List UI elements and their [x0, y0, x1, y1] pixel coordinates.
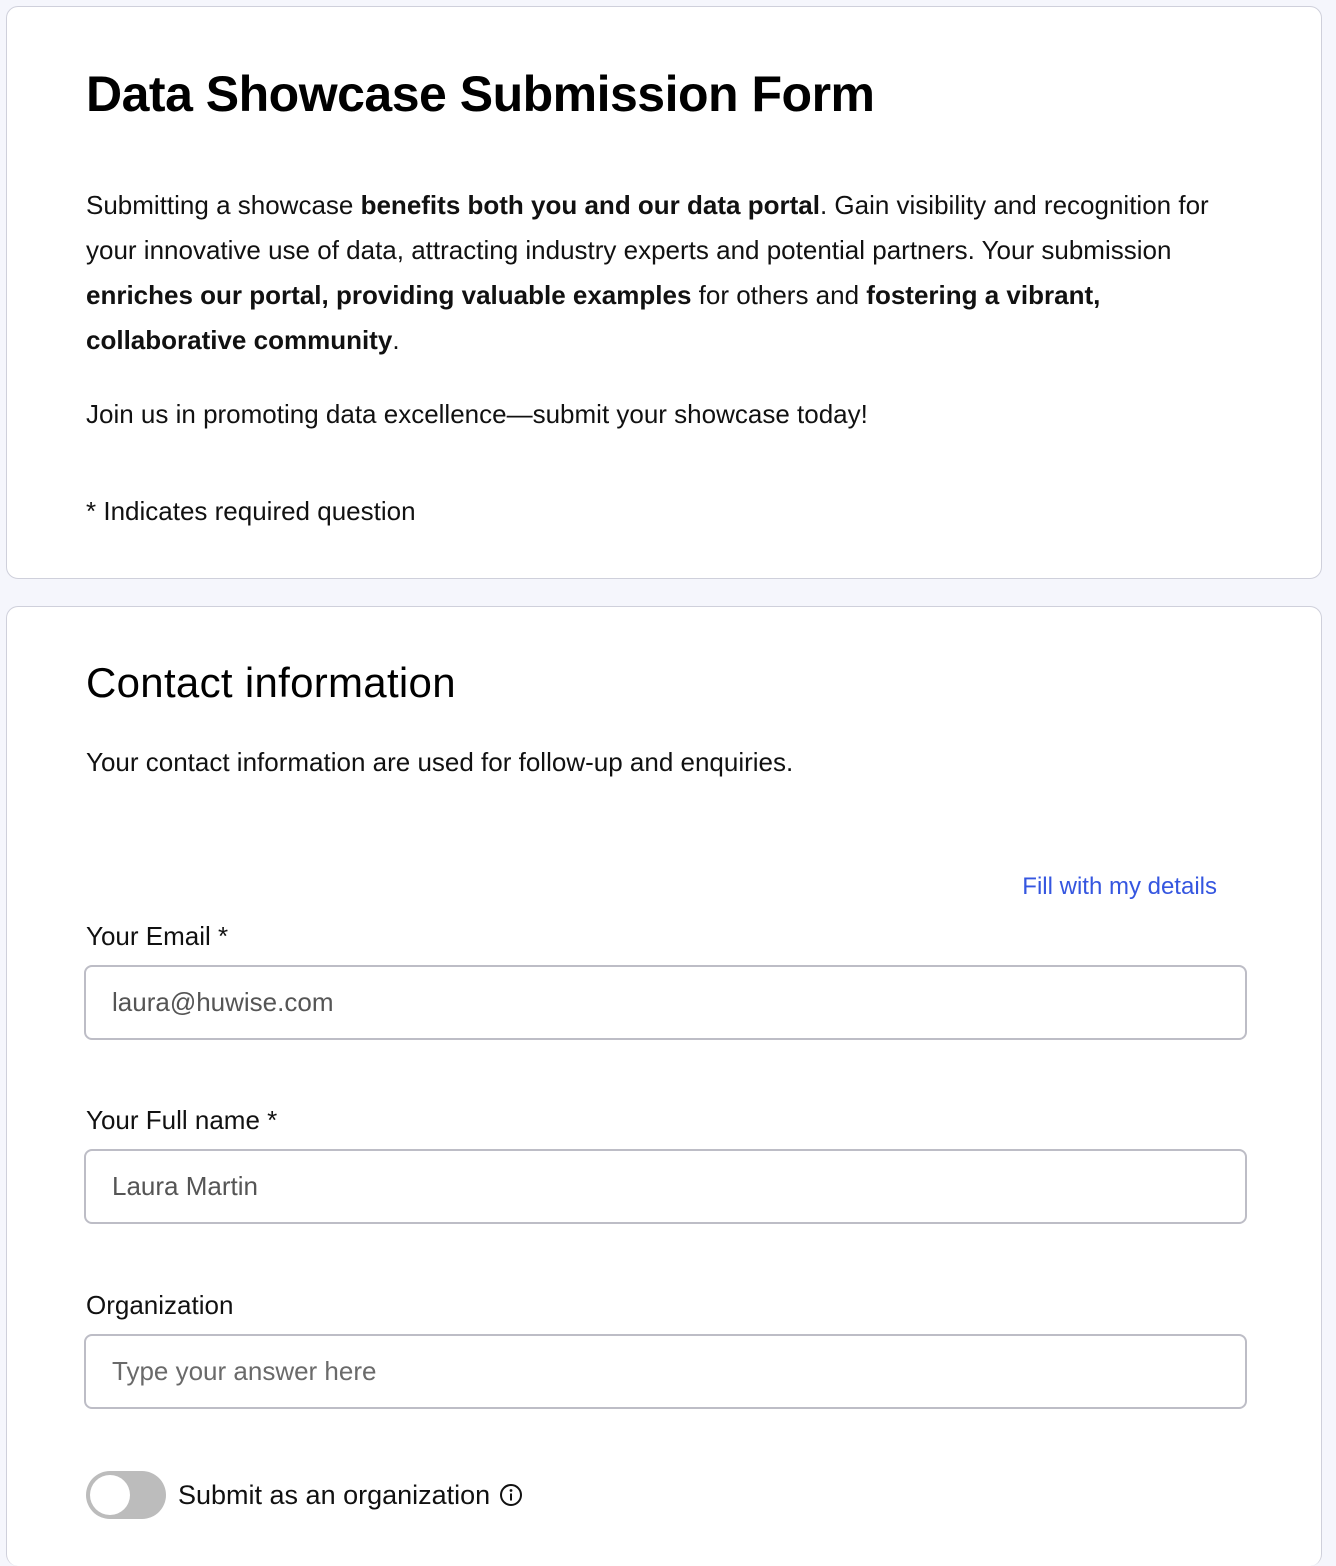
- contact-section-card: [6, 606, 1322, 1566]
- intro-emphasis: enriches our portal, providing valuable examples: [86, 280, 692, 310]
- organization-input[interactable]: [84, 1334, 1247, 1409]
- email-input[interactable]: [84, 965, 1247, 1040]
- submit-as-organization-toggle[interactable]: [86, 1471, 166, 1519]
- intro-text: .: [392, 325, 400, 355]
- full-name-input[interactable]: [84, 1149, 1247, 1224]
- join-text: Join us in promoting data excellence—submit your showcase today!: [86, 399, 868, 429]
- full-name-label: Your Full name *: [86, 1105, 278, 1135]
- submit-as-organization-row: [86, 1471, 523, 1519]
- toggle-knob: [90, 1475, 130, 1515]
- form-header-card: [6, 6, 1322, 579]
- intro-text: . Gain visibility and recognition for your innovative use of data, attracting industry experts and potential partners. Your submission: [86, 190, 1209, 265]
- intro-text: for others and: [691, 280, 867, 310]
- email-label: Your Email *: [86, 921, 229, 951]
- info-icon[interactable]: [499, 1483, 523, 1507]
- intro-emphasis: fostering a vibrant, collaborative community: [86, 280, 1101, 355]
- fill-with-my-details-link[interactable]: Fill with my details: [1022, 873, 1217, 900]
- section-title: Contact information: [86, 659, 456, 706]
- submit-as-organization-label: Submit as an organization: [178, 1479, 491, 1510]
- intro-paragraph: [86, 183, 1256, 363]
- section-description: Your contact information are used for follow-up and enquiries.: [86, 747, 794, 777]
- organization-label: Organization: [86, 1290, 234, 1320]
- form-title: Data Showcase Submission Form: [86, 66, 875, 122]
- intro-text: Submitting a showcase: [86, 190, 361, 220]
- intro-emphasis: benefits both you and our data portal: [360, 190, 820, 220]
- required-note: * Indicates required question: [86, 496, 416, 526]
